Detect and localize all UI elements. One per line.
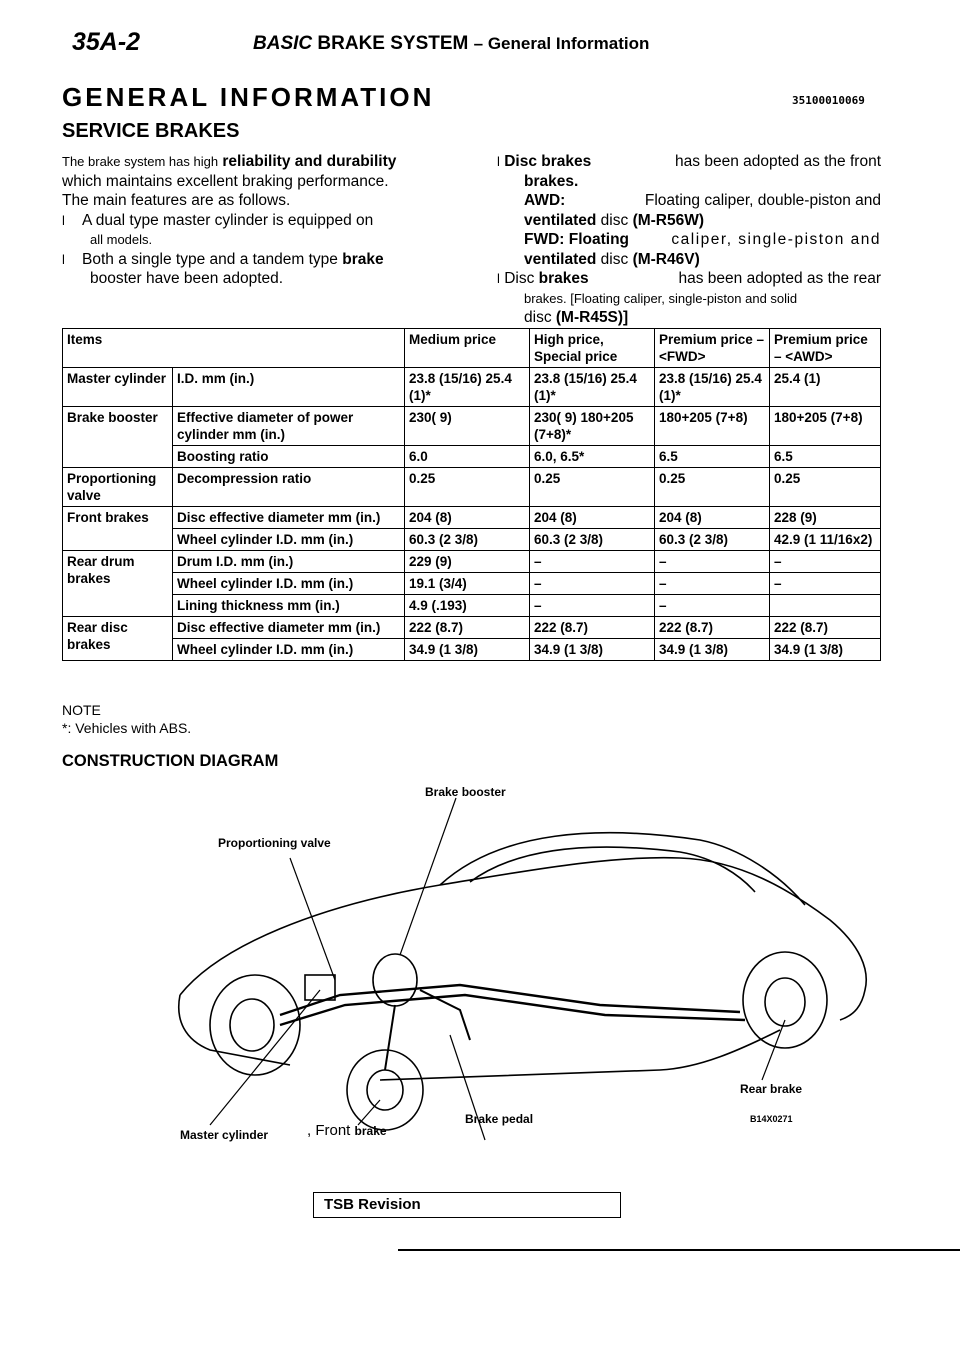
table-header-cell: High price, Special price xyxy=(530,329,655,368)
rear-disc-line xyxy=(497,269,881,289)
table-row xyxy=(63,617,881,639)
table-item-cell: I.D. mm (in.) xyxy=(173,368,405,407)
general-information-heading: GENERAL INFORMATION xyxy=(62,82,435,112)
label-proportioning-valve: Proportioning valve xyxy=(218,836,331,850)
table-value-cell: 204 (8) xyxy=(405,507,530,529)
leader-brake-booster xyxy=(400,798,456,955)
table-value-cell: 222 (8.7) xyxy=(770,617,881,639)
bullet-master-cylinder xyxy=(62,211,472,231)
construction-diagram-heading: CONSTRUCTION DIAGRAM xyxy=(62,752,279,770)
rear-disc-detail: brakes. [Floating caliper, single-piston and solid xyxy=(524,290,798,306)
table-value-cell: 204 (8) xyxy=(530,507,655,529)
table-item-cell: Decompression ratio xyxy=(173,468,405,507)
brake-line-3 xyxy=(385,1005,395,1070)
table-value-cell: 6.0, 6.5* xyxy=(530,446,655,468)
table-value-cell: 60.3 (2 3/8) xyxy=(655,529,770,551)
specification-table xyxy=(62,328,881,661)
basic-label: BASIC xyxy=(253,33,313,54)
table-header-cell: Premium price – <AWD> xyxy=(770,329,881,368)
table-row xyxy=(63,551,881,573)
table-value-cell: 34.9 (1 3/8) xyxy=(770,639,881,661)
awd-label: AWD: xyxy=(524,192,566,209)
table-value-cell: 0.25 xyxy=(405,468,530,507)
leader-proportioning xyxy=(290,858,335,980)
table-value-cell: – xyxy=(530,573,655,595)
table-item-cell: Effective diameter of power cylinder mm (in.) xyxy=(173,407,405,446)
figure-code: B14X0271 xyxy=(750,1114,793,1124)
car-side-line xyxy=(380,1030,780,1080)
front-disc-text: has been adopted as the front xyxy=(675,153,881,170)
table-value-cell: 34.9 (1 3/8) xyxy=(655,639,770,661)
page-number: 35A-2 xyxy=(72,28,141,56)
awd-code: (M-R56W) xyxy=(632,211,705,229)
fwd-code: (M-R46V) xyxy=(632,250,700,268)
table-value-cell: 4.9 (.193) xyxy=(405,595,530,617)
table-value-cell: – xyxy=(655,551,770,573)
table-row xyxy=(63,595,881,617)
table-group-name: Front brakes xyxy=(63,507,173,551)
intro-line-3: The main features are as follows. xyxy=(62,192,291,209)
table-value-cell: 6.5 xyxy=(770,446,881,468)
rear-brakes-word: brakes xyxy=(538,270,589,287)
table-value-cell: 0.25 xyxy=(530,468,655,507)
table-value-cell: 34.9 (1 3/8) xyxy=(405,639,530,661)
bullet-text: A dual type master cylinder is equipped on xyxy=(82,211,374,229)
brake-word: brake xyxy=(342,250,384,268)
table-value-cell: 34.9 (1 3/8) xyxy=(530,639,655,661)
table-group-name: Proportioning valve xyxy=(63,468,173,507)
page-title xyxy=(253,33,649,55)
disc-brakes-label: Disc brakes xyxy=(504,153,592,170)
car-body-outline xyxy=(180,858,866,1020)
table-group-name: Rear disc brakes xyxy=(63,617,173,661)
car-roof-line xyxy=(440,833,805,905)
table-row xyxy=(63,407,881,446)
table-value-cell: 230( 9) xyxy=(405,407,530,446)
bullet-master-cylinder-cont: all models. xyxy=(90,232,153,247)
fwd-line xyxy=(497,230,881,250)
caption-brake: brake xyxy=(354,1124,387,1138)
front-disc-right xyxy=(367,1070,403,1110)
rear-disc-word: Disc xyxy=(504,270,535,287)
table-value-cell: – xyxy=(770,573,881,595)
table-value-cell: 60.3 (2 3/8) xyxy=(530,529,655,551)
table-value-cell: – xyxy=(655,595,770,617)
table-item-cell: Boosting ratio xyxy=(173,446,405,468)
label-brake-pedal: Brake pedal xyxy=(465,1112,534,1126)
fwd-label: FWD: Floating xyxy=(524,231,630,248)
intro-text: The brake system has high xyxy=(62,154,219,169)
bullet-booster-text: Both a single type and a tandem type xyxy=(82,250,338,268)
bullet-booster xyxy=(62,250,472,270)
brake-booster-shape xyxy=(373,954,417,1006)
table-header-cell: Medium price xyxy=(405,329,530,368)
table-value-cell: 180+205 (7+8) xyxy=(655,407,770,446)
table-value-cell: – xyxy=(770,551,881,573)
table-value-cell: – xyxy=(530,551,655,573)
rear-wheel xyxy=(743,952,827,1048)
table-row xyxy=(63,573,881,595)
note-title: NOTE xyxy=(62,702,101,718)
table-row xyxy=(63,529,881,551)
rear-disc xyxy=(765,978,805,1026)
table-row xyxy=(63,446,881,468)
table-value-cell: 228 (9) xyxy=(770,507,881,529)
bullet-text xyxy=(82,250,384,270)
brake-line-2 xyxy=(280,995,745,1025)
label-brake-booster: Brake booster xyxy=(425,785,506,799)
table-value-cell: – xyxy=(655,573,770,595)
caption-prefix: , Front xyxy=(307,1122,351,1139)
rear-disc-code: (M-R45S)] xyxy=(555,309,629,326)
awd-ventilated: ventilated xyxy=(524,211,597,229)
table-value-cell: 230( 9) 180+205 (7+8)* xyxy=(530,407,655,446)
bullet-booster-cont: booster have been adopted. xyxy=(90,270,284,287)
front-wheel xyxy=(210,975,300,1075)
table-value-cell: 204 (8) xyxy=(655,507,770,529)
table-row xyxy=(63,639,881,661)
awd-line xyxy=(497,191,881,211)
table-value-cell: 222 (8.7) xyxy=(655,617,770,639)
fwd-text: caliper, single-piston and xyxy=(671,231,881,248)
diagram-caption xyxy=(307,1122,387,1139)
table-value-cell: 222 (8.7) xyxy=(530,617,655,639)
table-value-cell: 6.0 xyxy=(405,446,530,468)
table-value-cell: – xyxy=(530,595,655,617)
table-value-cell xyxy=(770,595,881,617)
table-item-cell: Wheel cylinder I.D. mm (in.) xyxy=(173,639,405,661)
leader-rear-brake xyxy=(762,1020,785,1080)
fwd-disc: disc xyxy=(600,250,629,268)
awd-disc-line xyxy=(497,211,881,231)
note xyxy=(62,701,191,737)
table-row xyxy=(63,507,881,529)
table-group-name: Rear drum brakes xyxy=(63,551,173,617)
table-value-cell: 23.8 (15/16) 25.4 (1)* xyxy=(655,368,770,407)
construction-diagram xyxy=(140,780,880,1150)
left-column xyxy=(62,152,472,289)
fwd-ventilated: ventilated xyxy=(524,250,597,268)
table-value-cell: 0.25 xyxy=(655,468,770,507)
label-master-cylinder: Master cylinder xyxy=(180,1128,269,1142)
table-value-cell: 23.8 (15/16) 25.4 (1)* xyxy=(530,368,655,407)
table-header-row xyxy=(63,329,881,368)
table-item-cell: Wheel cylinder I.D. mm (in.) xyxy=(173,529,405,551)
table-item-cell: Disc effective diameter mm (in.) xyxy=(173,617,405,639)
fwd-disc-line xyxy=(497,250,881,270)
table-group-name: Brake booster xyxy=(63,407,173,468)
rear-disc-label: disc xyxy=(524,309,552,326)
label-rear-brake: Rear brake xyxy=(740,1082,803,1096)
bullet-mark: l xyxy=(497,271,500,286)
table-value-cell: 60.3 (2 3/8) xyxy=(405,529,530,551)
table-item-cell: Disc effective diameter mm (in.) xyxy=(173,507,405,529)
rear-disc-code-line xyxy=(497,308,881,328)
bullet-mark: l xyxy=(62,212,65,228)
table-value-cell: 25.4 (1) xyxy=(770,368,881,407)
table-header-cell: Premium price – <FWD> xyxy=(655,329,770,368)
table-value-cell: 42.9 (1 11/16x2) xyxy=(770,529,881,551)
subtitle-text: – General Information xyxy=(473,34,650,53)
bullet-mark: l xyxy=(62,251,65,267)
table-value-cell: 6.5 xyxy=(655,446,770,468)
front-brakes-word: brakes. xyxy=(524,172,579,190)
document-code: 35100010069 xyxy=(792,94,865,107)
note-text: *: Vehicles with ABS. xyxy=(62,720,192,736)
front-disc xyxy=(230,999,274,1051)
table-item-cell: Wheel cylinder I.D. mm (in.) xyxy=(173,573,405,595)
front-wheel-right xyxy=(347,1050,423,1130)
table-value-cell: 222 (8.7) xyxy=(405,617,530,639)
table-value-cell: 0.25 xyxy=(770,468,881,507)
rear-disc-text: has been adopted as the rear xyxy=(678,270,881,287)
awd-disc: disc xyxy=(600,211,629,229)
table-value-cell: 180+205 (7+8) xyxy=(770,407,881,446)
right-column xyxy=(497,152,881,328)
table-value-cell: 229 (9) xyxy=(405,551,530,573)
front-disc-line xyxy=(497,152,881,172)
table-row xyxy=(63,468,881,507)
leader-master-cylinder xyxy=(210,990,320,1125)
intro-line-1 xyxy=(62,152,472,172)
table-item-cell: Lining thickness mm (in.) xyxy=(173,595,405,617)
awd-text: Floating caliper, double-piston and xyxy=(644,192,881,209)
bullet-mark: l xyxy=(497,154,500,169)
table-item-cell: Drum I.D. mm (in.) xyxy=(173,551,405,573)
intro-line-2: which maintains excellent braking performance. xyxy=(62,172,389,190)
title-text: BRAKE SYSTEM xyxy=(317,33,469,54)
footer-rule xyxy=(398,1249,960,1251)
tsb-revision-box: TSB Revision xyxy=(313,1192,621,1218)
brake-line xyxy=(280,985,740,1015)
table-value-cell: 19.1 (3/4) xyxy=(405,573,530,595)
reliability-text: reliability and durability xyxy=(222,153,397,170)
table-header-cell: Items xyxy=(63,329,405,368)
table-value-cell: 23.8 (15/16) 25.4 (1)* xyxy=(405,368,530,407)
table-group-name: Master cylinder xyxy=(63,368,173,407)
service-brakes-heading: SERVICE BRAKES xyxy=(62,120,240,142)
master-cylinder-shape xyxy=(305,975,335,1000)
table-row xyxy=(63,368,881,407)
car-window xyxy=(470,847,755,892)
